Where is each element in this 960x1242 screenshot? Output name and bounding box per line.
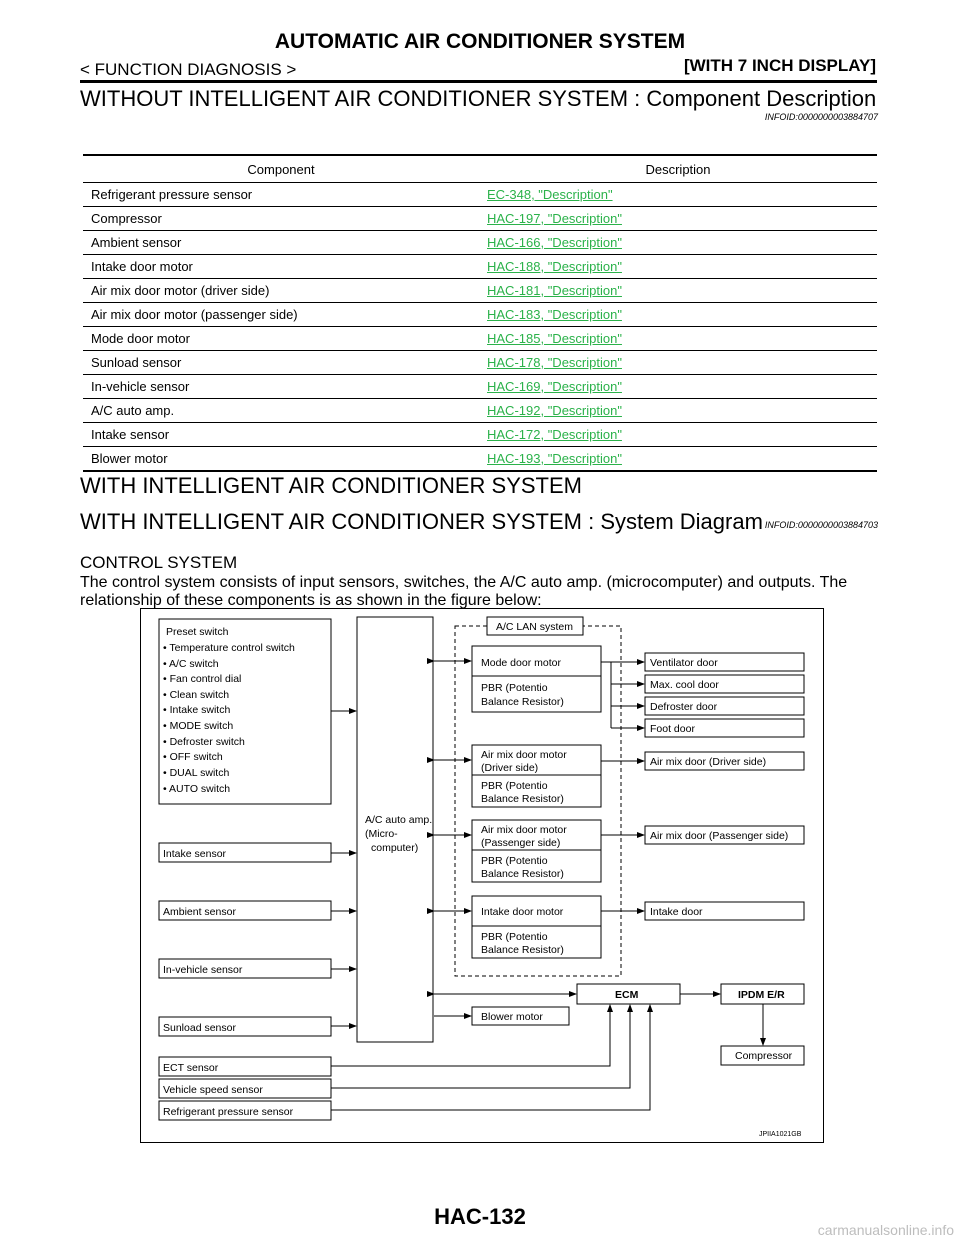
info-id: INFOID:0000000003884703 bbox=[764, 520, 878, 530]
component-cell: Refrigerant pressure sensor bbox=[83, 183, 479, 207]
pbr-label-2: Balance Resistor) bbox=[481, 793, 564, 805]
table-row bbox=[83, 303, 877, 327]
ac-auto-amp-label-3: computer) bbox=[371, 842, 419, 854]
ac-lan-system-label: A/C LAN system bbox=[496, 621, 574, 633]
description-link[interactable]: EC-348, "Description" bbox=[479, 183, 877, 207]
intake-sensor-label: Intake sensor bbox=[163, 848, 227, 860]
description-link[interactable]: HAC-197, "Description" bbox=[479, 207, 877, 231]
pbr-label-1: PBR (Potentio bbox=[481, 931, 548, 943]
component-cell: In-vehicle sensor bbox=[83, 375, 479, 399]
preset-item: • Intake switch bbox=[163, 704, 231, 716]
intake-door-label: Intake door bbox=[650, 906, 703, 918]
control-system-text-line-1: The control system consists of input sensors, switches, the A/C auto amp. (microcomputer) and outputs. The bbox=[80, 574, 848, 591]
table-row bbox=[83, 351, 877, 375]
preset-item: • A/C switch bbox=[163, 658, 219, 670]
section-heading-component-description: WITHOUT INTELLIGENT AIR CONDITIONER SYSTEM : Component Description bbox=[80, 86, 877, 111]
component-cell: Mode door motor bbox=[83, 327, 479, 351]
description-link[interactable]: HAC-185, "Description" bbox=[479, 327, 877, 351]
preset-switch-title: Preset switch bbox=[166, 626, 229, 638]
defroster-door-label: Defroster door bbox=[650, 701, 718, 713]
component-cell: Compressor bbox=[83, 207, 479, 231]
component-cell: A/C auto amp. bbox=[83, 399, 479, 423]
ventilator-door-label: Ventilator door bbox=[650, 657, 718, 669]
column-header-description: Description bbox=[479, 155, 877, 183]
component-cell: Air mix door motor (passenger side) bbox=[83, 303, 479, 327]
intake-door-motor-label: Intake door motor bbox=[481, 906, 564, 918]
table-row bbox=[83, 183, 877, 207]
preset-item: • Defroster switch bbox=[163, 736, 245, 748]
table-row bbox=[83, 279, 877, 303]
table-row bbox=[83, 255, 877, 279]
ecm-label: ECM bbox=[615, 989, 639, 1001]
preset-item: • Temperature control switch bbox=[163, 642, 295, 654]
table-row bbox=[83, 399, 877, 423]
section-heading-intelligent-system: WITH INTELLIGENT AIR CONDITIONER SYSTEM bbox=[80, 473, 582, 498]
ambient-sensor-label: Ambient sensor bbox=[163, 906, 236, 918]
compressor-label: Compressor bbox=[735, 1050, 793, 1062]
header-rule bbox=[80, 80, 877, 83]
airmix-passenger-motor-label-1: Air mix door motor bbox=[481, 824, 567, 836]
component-cell: Intake door motor bbox=[83, 255, 479, 279]
foot-door-label: Foot door bbox=[650, 723, 695, 735]
description-link[interactable]: HAC-192, "Description" bbox=[479, 399, 877, 423]
table-row bbox=[83, 231, 877, 255]
preset-item: • MODE switch bbox=[163, 720, 234, 732]
pbr-label-1: PBR (Potentio bbox=[481, 855, 548, 867]
table-row bbox=[83, 375, 877, 399]
description-link[interactable]: HAC-166, "Description" bbox=[479, 231, 877, 255]
description-link[interactable]: HAC-169, "Description" bbox=[479, 375, 877, 399]
pbr-label-2: Balance Resistor) bbox=[481, 868, 564, 880]
preset-item: • DUAL switch bbox=[163, 767, 230, 779]
sunload-sensor-label: Sunload sensor bbox=[163, 1022, 236, 1034]
preset-item: • Clean switch bbox=[163, 689, 230, 701]
component-cell: Sunload sensor bbox=[83, 351, 479, 375]
table-row bbox=[83, 423, 877, 447]
airmix-passenger-door-label: Air mix door (Passenger side) bbox=[650, 830, 789, 842]
preset-item: • OFF switch bbox=[163, 751, 223, 763]
watermark: carmanualsonline.info bbox=[817, 1222, 954, 1238]
vehicle-speed-sensor-label: Vehicle speed sensor bbox=[163, 1084, 263, 1096]
section-heading-system-diagram: WITH INTELLIGENT AIR CONDITIONER SYSTEM : System Diagram bbox=[80, 509, 763, 534]
component-cell: Blower motor bbox=[83, 447, 479, 472]
description-link[interactable]: HAC-188, "Description" bbox=[479, 255, 877, 279]
control-system-heading: CONTROL SYSTEM bbox=[80, 553, 238, 572]
description-link[interactable]: HAC-172, "Description" bbox=[479, 423, 877, 447]
pbr-label-2: Balance Resistor) bbox=[481, 696, 564, 708]
ipdm-er-label: IPDM E/R bbox=[738, 989, 785, 1001]
ect-sensor-label: ECT sensor bbox=[163, 1062, 219, 1074]
table-row bbox=[83, 447, 877, 472]
system-diagram bbox=[140, 608, 824, 1143]
preset-item: • Fan control dial bbox=[163, 673, 242, 685]
ac-auto-amp-label-1: A/C auto amp. bbox=[365, 814, 433, 826]
description-link[interactable]: HAC-183, "Description" bbox=[479, 303, 877, 327]
ac-auto-amp-label-2: (Micro- bbox=[365, 828, 398, 840]
airmix-driver-motor-label-1: Air mix door motor bbox=[481, 749, 567, 761]
airmix-driver-motor-label-2: (Driver side) bbox=[481, 762, 539, 774]
connection-lines bbox=[331, 661, 763, 1110]
blower-motor-label: Blower motor bbox=[481, 1011, 543, 1023]
table-row bbox=[83, 207, 877, 231]
preset-item: • AUTO switch bbox=[163, 783, 231, 795]
page-number: HAC-132 bbox=[434, 1204, 526, 1229]
airmix-driver-door-label: Air mix door (Driver side) bbox=[650, 756, 767, 768]
component-cell: Intake sensor bbox=[83, 423, 479, 447]
mode-door-motor-label: Mode door motor bbox=[481, 657, 561, 669]
in-vehicle-sensor-label: In-vehicle sensor bbox=[163, 964, 243, 976]
component-table bbox=[83, 154, 877, 472]
header-variant-label: [WITH 7 INCH DISPLAY] bbox=[683, 56, 876, 75]
info-id: INFOID:0000000003884707 bbox=[764, 112, 878, 122]
pbr-label-2: Balance Resistor) bbox=[481, 944, 564, 956]
airmix-passenger-motor-label-2: (Passenger side) bbox=[481, 837, 561, 849]
component-cell: Ambient sensor bbox=[83, 231, 479, 255]
column-header-component: Component bbox=[83, 155, 479, 183]
description-link[interactable]: HAC-178, "Description" bbox=[479, 351, 877, 375]
description-link[interactable]: HAC-181, "Description" bbox=[479, 279, 877, 303]
pbr-label-1: PBR (Potentio bbox=[481, 682, 548, 694]
header-section-label: < FUNCTION DIAGNOSIS > bbox=[80, 60, 297, 79]
figure-id: JPIIA1021GB bbox=[759, 1131, 802, 1138]
table-row bbox=[83, 327, 877, 351]
pbr-label-1: PBR (Potentio bbox=[481, 780, 548, 792]
max-cool-door-label: Max. cool door bbox=[650, 679, 719, 691]
refrigerant-pressure-sensor-label: Refrigerant pressure sensor bbox=[163, 1106, 294, 1118]
description-link[interactable]: HAC-193, "Description" bbox=[479, 447, 877, 472]
control-system-text-line-2: relationship of these components is as shown in the figure below: bbox=[80, 592, 542, 609]
component-cell: Air mix door motor (driver side) bbox=[83, 279, 479, 303]
page-header-title: AUTOMATIC AIR CONDITIONER SYSTEM bbox=[274, 30, 686, 53]
